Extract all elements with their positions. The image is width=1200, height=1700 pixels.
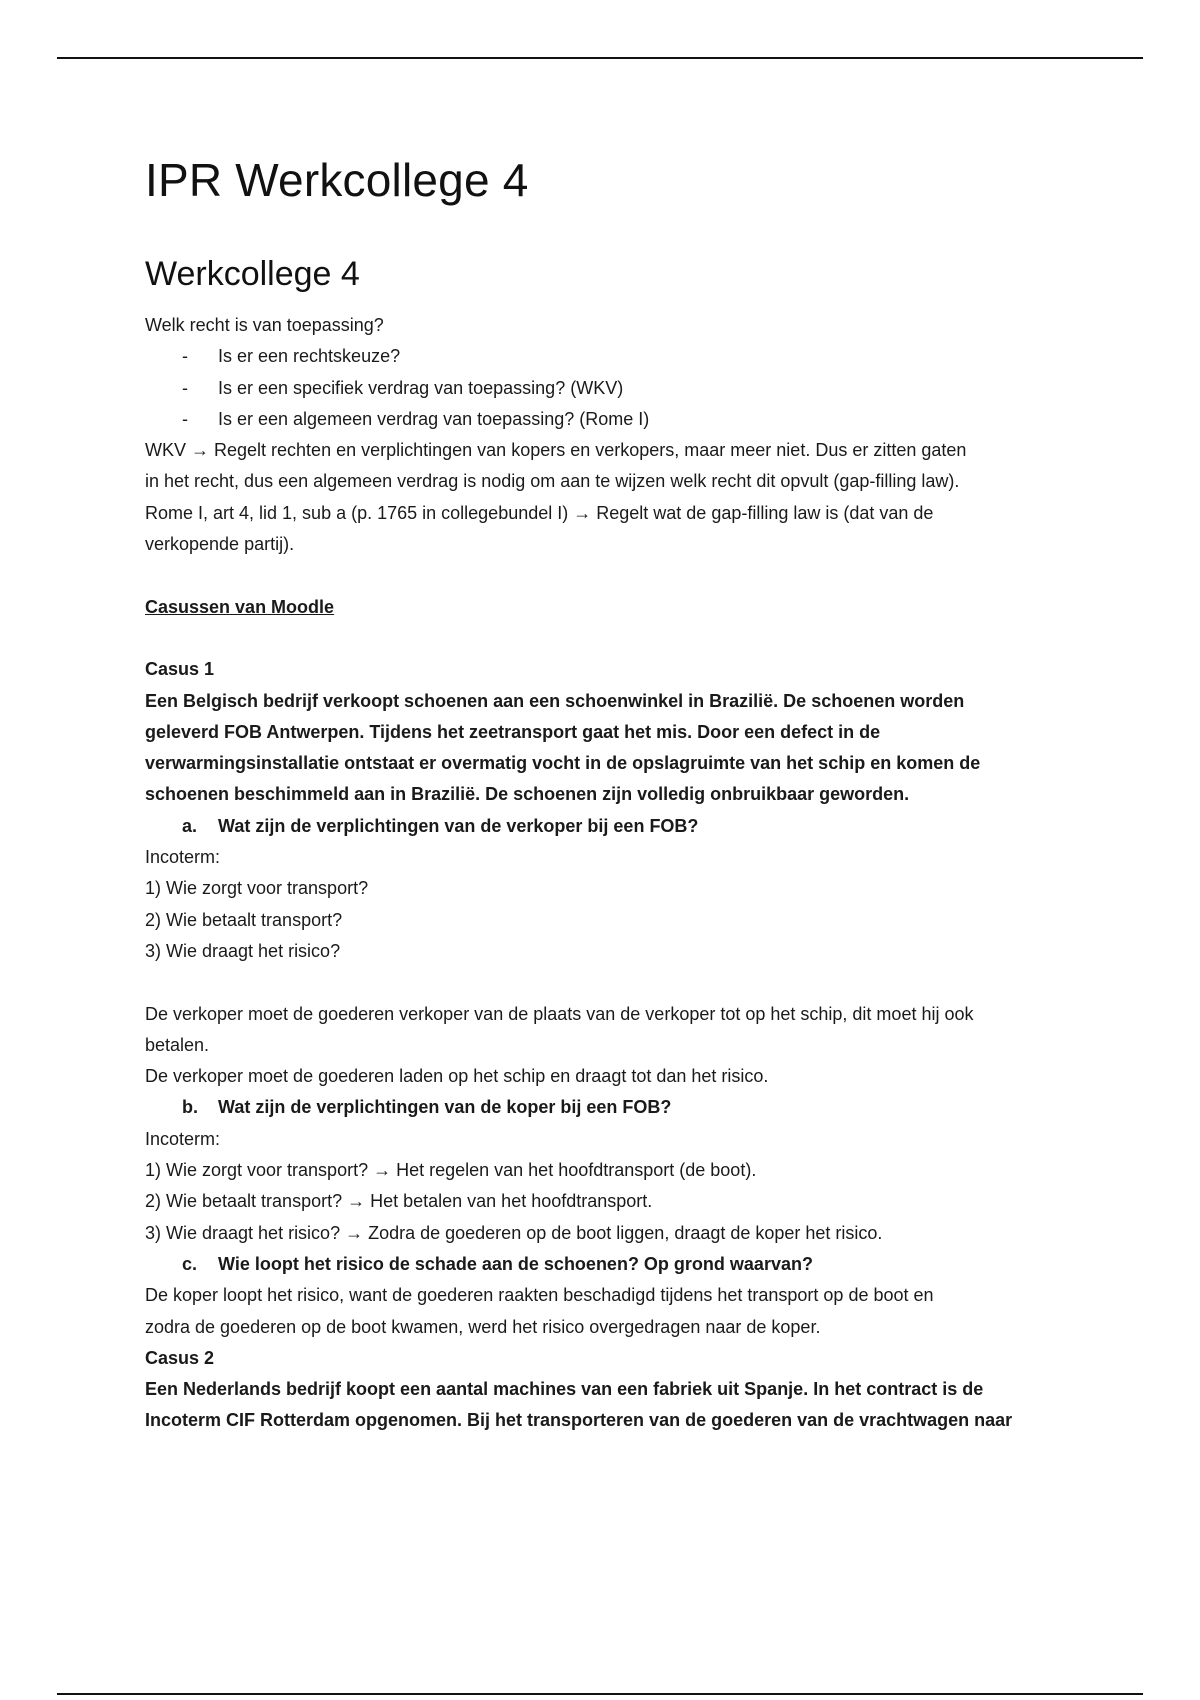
bullet-dash: - bbox=[182, 346, 188, 367]
intro-paragraph bbox=[145, 435, 1095, 560]
case2-title: Casus 2 bbox=[145, 1347, 215, 1368]
intro-question: Welk recht is van toepassing? bbox=[145, 315, 384, 335]
incoterm-item: 3) Wie draagt het risico? bbox=[145, 940, 341, 961]
bullet-item: - Is er een specifiek verdrag van toepassing? (WKV) bbox=[145, 373, 1095, 404]
top-rule bbox=[57, 57, 1143, 59]
paragraph-line: Rome I, art 4, lid 1, sub a (p. 1765 in collegebundel I) → Regelt wat de gap-filling law is (dat van de bbox=[145, 502, 934, 523]
bottom-rule bbox=[57, 1693, 1143, 1695]
bullet-item: - Is er een rechtskeuze? bbox=[145, 341, 1095, 372]
incoterm-item: 1) Wie zorgt voor transport? → Het regelen van het hoofdtransport (de boot). bbox=[145, 1160, 757, 1181]
answer-line: De verkoper moet de goederen laden op het schip en draagt tot dan het risico. bbox=[145, 1066, 769, 1087]
bullet-dash: - bbox=[182, 377, 188, 398]
document-title: IPR Werkcollege 4 bbox=[145, 154, 529, 206]
incoterm-item: 1) Wie zorgt voor transport? bbox=[145, 878, 369, 899]
text-body bbox=[145, 310, 1095, 1437]
incoterm-label: Incoterm: bbox=[145, 1128, 221, 1149]
incoterm-item: 2) Wie betaalt transport? bbox=[145, 909, 343, 930]
answer-line: De verkoper moet de goederen verkoper van de plaats van de verkoper tot op het schip, dit moet hij ook bbox=[145, 1003, 974, 1024]
paragraph-line: in het recht, dus een algemeen verdrag is nodig om aan te wijzen welk recht dit opvult (gap-filling law). bbox=[145, 471, 960, 492]
blank-line bbox=[145, 560, 1095, 591]
intro-bullet-list bbox=[145, 341, 1095, 435]
question-letter: a. bbox=[182, 815, 198, 836]
case1-description bbox=[145, 686, 1095, 811]
question-letter: b. bbox=[182, 1097, 198, 1118]
case1-question-a: a. Wat zijn de verplichtingen van de verkoper bij een FOB? bbox=[145, 811, 1095, 842]
paragraph-line: verkopende partij). bbox=[145, 534, 295, 555]
blank-line bbox=[145, 967, 1095, 998]
description-line: Incoterm CIF Rotterdam opgenomen. Bij het transporteren van de goederen van de vrachtwagen naar bbox=[145, 1410, 1013, 1431]
blank-line bbox=[145, 623, 1095, 654]
cases-heading: Casussen van Moodle bbox=[145, 596, 335, 617]
description-line: schoenen beschimmeld aan in Brazilië. De schoenen zijn volledig onbruikbaar geworden. bbox=[145, 784, 910, 805]
description-line: verwarmingsinstallatie ontstaat er overmatig vocht in de opslagruimte van het schip en komen de bbox=[145, 753, 981, 774]
description-line: geleverd FOB Antwerpen. Tijdens het zeetransport gaat het mis. Door een defect in de bbox=[145, 721, 881, 742]
case2-description bbox=[145, 1374, 1095, 1437]
document-body bbox=[145, 148, 1095, 1437]
description-line: Een Nederlands bedrijf koopt een aantal machines van een fabriek uit Spanje. In het contract is de bbox=[145, 1379, 984, 1400]
case1-question-b: b. Wat zijn de verplichtingen van de koper bij een FOB? bbox=[145, 1092, 1095, 1123]
bullet-dash: - bbox=[182, 408, 188, 429]
incoterm-item: 3) Wie draagt het risico? → Zodra de goederen op de boot liggen, draagt de koper het risico. bbox=[145, 1222, 883, 1243]
answer-line: zodra de goederen op de boot kwamen, werd het risico overgedragen naar de koper. bbox=[145, 1316, 821, 1337]
description-line: Een Belgisch bedrijf verkoopt schoenen aan een schoenwinkel in Brazilië. De schoenen worden bbox=[145, 690, 965, 711]
question-letter: c. bbox=[182, 1253, 198, 1274]
case1-question-c: c. Wie loopt het risico de schade aan de schoenen? Op grond waarvan? bbox=[145, 1249, 1095, 1280]
section-heading: Werkcollege 4 bbox=[145, 255, 360, 293]
bullet-item: - Is er een algemeen verdrag van toepassing? (Rome I) bbox=[145, 404, 1095, 435]
incoterm-item: 2) Wie betaalt transport? → Het betalen van het hoofdtransport. bbox=[145, 1191, 653, 1212]
incoterm-label: Incoterm: bbox=[145, 847, 221, 868]
answer-line: betalen. bbox=[145, 1034, 210, 1055]
answer-line: De koper loopt het risico, want de goederen raakten beschadigd tijdens het transport op de boot en bbox=[145, 1285, 934, 1306]
case1-title: Casus 1 bbox=[145, 659, 215, 680]
paragraph-line: WKV → Regelt rechten en verplichtingen van kopers en verkopers, maar meer niet. Dus er zitten gaten bbox=[145, 440, 967, 461]
